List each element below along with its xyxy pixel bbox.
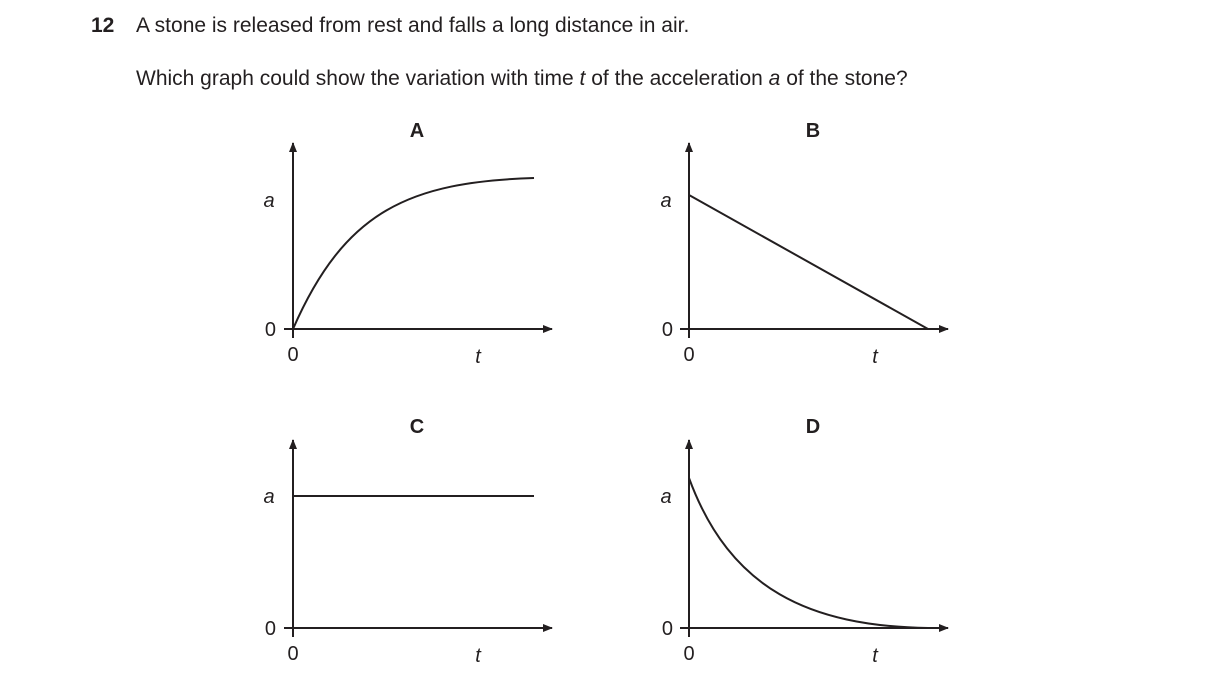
option-label-b: B (805, 120, 821, 142)
x-zero-label-c: 0 (287, 643, 299, 665)
y-zero-label-d: 0 (661, 618, 673, 640)
graph-option-a[interactable] (263, 120, 552, 368)
x-zero-label-b: 0 (683, 344, 695, 366)
x-axis-label-a: t (475, 346, 481, 368)
curve-d (689, 478, 928, 628)
curve-b (689, 195, 928, 329)
x-zero-label-d: 0 (683, 643, 695, 665)
y-axis-label-c: a (263, 486, 275, 508)
y-axis-label-b: a (660, 190, 672, 212)
question-number: 12 (91, 14, 115, 37)
y-zero-label-c: 0 (264, 618, 276, 640)
option-label-d: D (805, 416, 821, 438)
y-zero-label-b: 0 (661, 319, 673, 341)
option-label-a: A (409, 120, 425, 142)
y-axis-label-a: a (263, 190, 275, 212)
question-stem: A stone is released from rest and falls a long distance in air. (136, 14, 690, 37)
curve-a (293, 178, 534, 329)
x-axis-label-d: t (872, 645, 878, 667)
y-axis-label-d: a (660, 486, 672, 508)
x-zero-label-a: 0 (287, 344, 299, 366)
graph-option-d[interactable] (660, 416, 948, 667)
prompt-text-2: of the acceleration (585, 67, 769, 90)
option-label-c: C (409, 416, 425, 438)
graph-option-c[interactable] (263, 416, 552, 667)
graph-option-b[interactable] (660, 120, 948, 368)
y-zero-label-a: 0 (264, 319, 276, 341)
x-axis-label-b: t (872, 346, 878, 368)
x-axis-label-c: t (475, 645, 481, 667)
prompt-text-3: of the stone? (780, 67, 908, 90)
prompt-variable-a: a (768, 67, 781, 90)
prompt-variable-t: t (579, 67, 586, 90)
prompt-text-1: Which graph could show the variation with time (136, 67, 580, 90)
